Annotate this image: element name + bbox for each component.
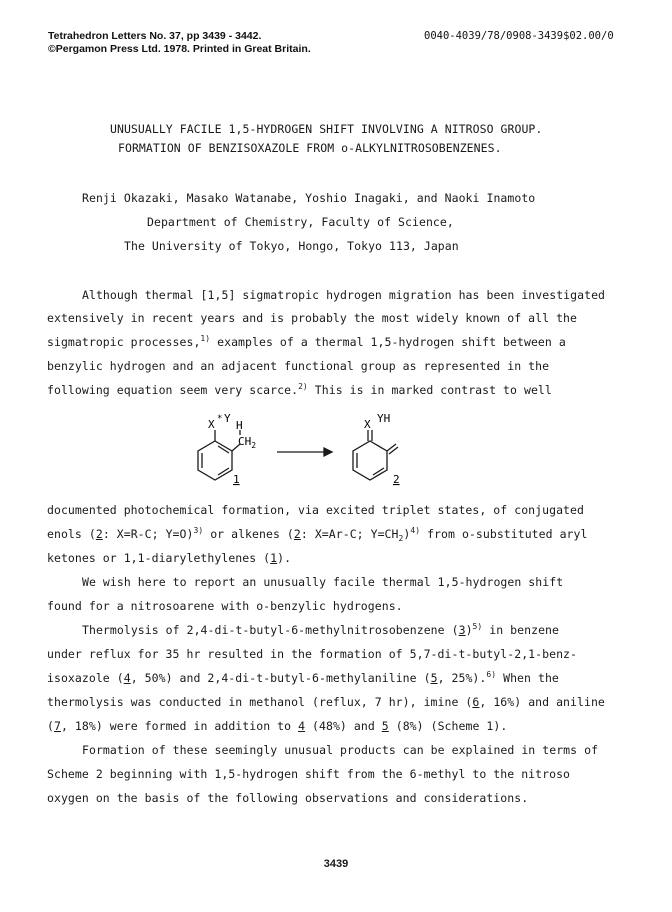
para5-line-3: oxygen on the basis of the following observations and considerations. <box>47 791 529 805</box>
scheme-right-x: X <box>364 418 371 431</box>
para2-line-1: documented photochemical formation, via excited triplet states, of conjugated <box>47 503 584 517</box>
affiliation-line-1: Department of Chemistry, Faculty of Science, <box>147 215 454 229</box>
para5-line-2: Scheme 2 beginning with 1,5-hydrogen shift from the 6-methyl to the nitroso <box>47 767 571 781</box>
scheme-left-y: Y <box>224 412 231 425</box>
para1-line-5: following equation seem very scarce.$^{2)}$ This is in marked contrast to well <box>47 382 552 397</box>
para3-line-1: We wish here to report an unusually facile thermal 1,5-hydrogen shift <box>82 575 564 589</box>
scheme-left-dot: * <box>217 414 223 424</box>
hydrogen-shift-equation <box>0 408 672 488</box>
para1-line-1: Although thermal [1,5] sigmatropic hydrogen migration has been investigated <box>82 288 606 302</box>
title-line-2: FORMATION OF BENZISOXAZOLE FROM o-ALKYLNITROSOBENZENES. <box>118 141 502 155</box>
scheme-right-yh: YH <box>377 412 391 425</box>
para1-line-2: extensively in recent years and is probably the most widely known of all the <box>47 311 577 325</box>
ref-1: 1) <box>200 334 211 343</box>
reaction-arrow <box>277 448 332 456</box>
para4-line-3: isoxazole (4, 50%) and 2,4-di-t-butyl-6-methylaniline (5, 25%).$^{6)}$ When the <box>47 670 559 685</box>
para2-line-3: ketones or 1,1-diarylethylenes (1). <box>47 551 292 565</box>
publisher-line: ©Pergamon Press Ltd. 1978. Printed in Great Britain. <box>48 43 311 55</box>
scheme-left-x: X <box>208 418 215 431</box>
para4-line-2: under reflux for 35 hr resulted in the formation of 5,7-di-t-butyl-2,1-benz- <box>47 647 577 661</box>
para1-line-3: sigmatropic processes,$^{1)}$ examples of a thermal 1,5-hydrogen shift between a <box>47 334 566 349</box>
page-number: 3439 <box>323 858 349 870</box>
ref-2: 2) <box>298 382 308 391</box>
para5-line-1: Formation of these seemingly unusual products can be explained in terms of <box>82 743 599 757</box>
scheme-left-ch2: $CH_2$ <box>238 435 257 450</box>
para2-line-2: enols (2: X=R-C; Y=O)$^{3)}$ or alkenes (2: X=Ar-C; $Y=CH_2)^{4)}$ from o-substituted aryl <box>47 526 588 543</box>
compound-number-2: 2 <box>393 473 400 486</box>
journal-citation: Tetrahedron Letters No. 37, pp 3439 - 3442. <box>48 30 262 42</box>
structure-2 <box>353 430 398 480</box>
title-line-1: UNUSUALLY FACILE 1,5-HYDROGEN SHIFT INVOLVING A NITROSO GROUP. <box>110 122 543 136</box>
para4-line-4: thermolysis was conducted in methanol (reflux, 7 hr), imine (6, 16%) and aniline <box>47 695 605 709</box>
article-code: 0040-4039/78/0908-3439$02.00/0 <box>424 30 614 42</box>
affiliation-line-2: The University of Tokyo, Hongo, Tokyo 113, Japan <box>124 239 459 253</box>
para1-line-4: benzylic hydrogen and an adjacent functional group as represented in the <box>47 359 550 373</box>
para3-line-2: found for a nitrosoarene with o-benzylic hydrogens. <box>47 599 403 613</box>
compound-number-1: 1 <box>233 473 240 486</box>
para4-line-1: Thermolysis of 2,4-di-t-butyl-6-methylnitrosobenzene $(3)^{5)}$ in benzene <box>82 622 559 637</box>
authors: Renji Okazaki, Masako Watanabe, Yoshio Inagaki, and Naoki Inamoto <box>82 191 536 205</box>
para4-line-5: (7, 18%) were formed in addition to 4 (48%) and 5 (8%) (Scheme 1). <box>47 719 508 733</box>
scheme-left-h: H <box>236 419 243 432</box>
